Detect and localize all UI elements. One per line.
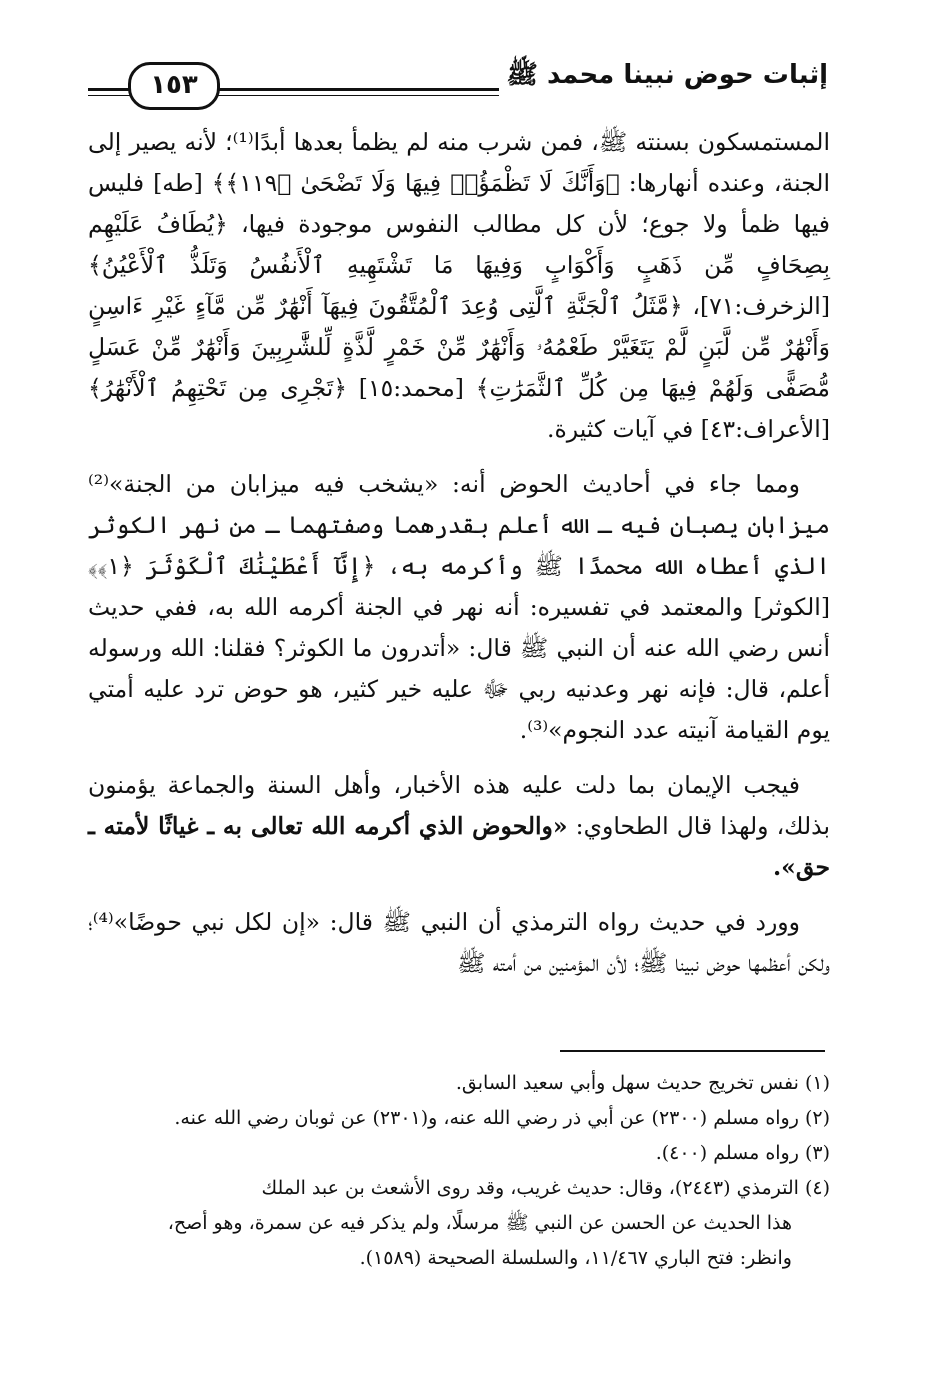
footnote-4-continued: هذا الحديث عن الحسن عن النبي ﷺ مرسلًا، ولم يذكر فيه عن سمرة، وهو أصح، وانظر: فتح الباري ١١/٤٦٧، والسلسلة الصحيحة (١٥٨٩).	[167, 1212, 792, 1269]
paragraph-3	[88, 765, 830, 888]
paragraph-4: وورد في حديث رواه الترمذي أن النبي ﷺ قال: «إن لكل نبي حوضًا»⁽⁴⁾؛ ولكن أعظمها حوض نبينا ﷺ؛ لأن المؤمنين من أمته ﷺ	[88, 908, 830, 977]
footnote-1: (١) نفس تخريج حديث سهل وأبي سعيد السابق.	[455, 1072, 830, 1094]
footnote-3: (٣) رواه مسلم (٤٠٠).	[655, 1142, 830, 1164]
tahawi-quote: «والحوض الذي أكرمه الله تعالى به ـ غياثًا لأمته ـ حق».	[88, 812, 830, 881]
running-title: إثبات حوض نبينا محمد ﷺ	[499, 58, 828, 96]
footnote-4: (٤) الترمذي (٢٤٤٣)، وقال: حديث غريب، وقد روى الأشعث بن عبد الملك	[261, 1177, 830, 1199]
main-text	[88, 122, 830, 998]
footnotes	[110, 1066, 830, 1276]
footnote-separator	[560, 1050, 825, 1052]
paragraph-3-text: فيجب الإيمان بما دلت عليه هذه الأخبار، وأهل السنة والجماعة يؤمنون بذلك، ولهذا قال الطحاوي:	[88, 771, 830, 840]
paragraph-2: ومما جاء في أحاديث الحوض أنه: «يشخب فيه ميزابان من الجنة»⁽²⁾ ميزابان يصبان فيه ـ الله أعلم بقدرهما وصفتهما ـ من نهر الكوثر الذي أعطاه الله محمدًا ﷺ وأكرمه به، ﴿إِنَّآ أَعْطَيْنَٰكَ ٱلْكَوْثَرَ ﴿١﴾﴾ [الكوثر] والمعتمد في تفسيره: أنه نهر في الجنة أكرمه الله به، ففي حديث أنس رضي الله عنه أن النبي ﷺ قال: «أتدرون ما الكوثر؟ فقلنا: الله ورسوله أعلم، قال: فإنه نهر وعدنيه ربي ﷻ عليه خير كثير، هو حوض ترد عليه أمتي يوم القيامة آنيته عدد النجوم»⁽³⁾.	[88, 470, 830, 744]
page-number: ١٥٣	[128, 62, 220, 110]
paragraph-1: المستمسكون بسنته ﷺ، فمن شرب منه لم يظمأ بعدها أبدًا⁽¹⁾؛ لأنه يصير إلى الجنة، وعنده أنهارها: ﴿وَأَنَّكَ لَا تَظْمَؤُا۟ فِيهَا وَلَا تَضْحَىٰ ﴿١١٩﴾﴾ [طه] فليس فيها ظمأ ولا جوع؛ لأن كل مطالب النفوس موجودة فيها، ﴿يُطَافُ عَلَيْهِم بِصِحَافٍ مِّن ذَهَبٍ وَأَكْوَابٍ وَفِيهَا مَا تَشْتَهِيهِ ٱلْأَنفُسُ وَتَلَذُّ ٱلْأَعْيُنُ﴾ [الزخرف:٧١]، ﴿مَّثَلُ ٱلْجَنَّةِ ٱلَّتِى وُعِدَ ٱلْمُتَّقُونَ فِيهَآ أَنْهَٰرٌ مِّن مَّآءٍ غَيْرِ ءَاسِنٍ وَأَنْهَٰرٌ مِّن لَّبَنٍ لَّمْ يَتَغَيَّرْ طَعْمُهُۥ وَأَنْهَٰرٌ مِّنْ خَمْرٍ لَّذَّةٍ لِّلشَّٰرِبِينَ وَأَنْهَٰرٌ مِّنْ عَسَلٍ مُّصَفًّى وَلَهُمْ فِيهَا مِن كُلِّ ٱلثَّمَرَٰتِ﴾ [محمد:١٥] ﴿تَجْرِى مِن تَحْتِهِمُ ٱلْأَنْهَٰرُ﴾ [الأعراف:٤٣] في آيات كثيرة.	[88, 128, 830, 443]
footnote-2: (٢) رواه مسلم (٢٣٠٠) عن أبي ذر رضي الله عنه، و(٢٣٠١) عن ثوبان رضي الله عنه.	[174, 1107, 830, 1129]
